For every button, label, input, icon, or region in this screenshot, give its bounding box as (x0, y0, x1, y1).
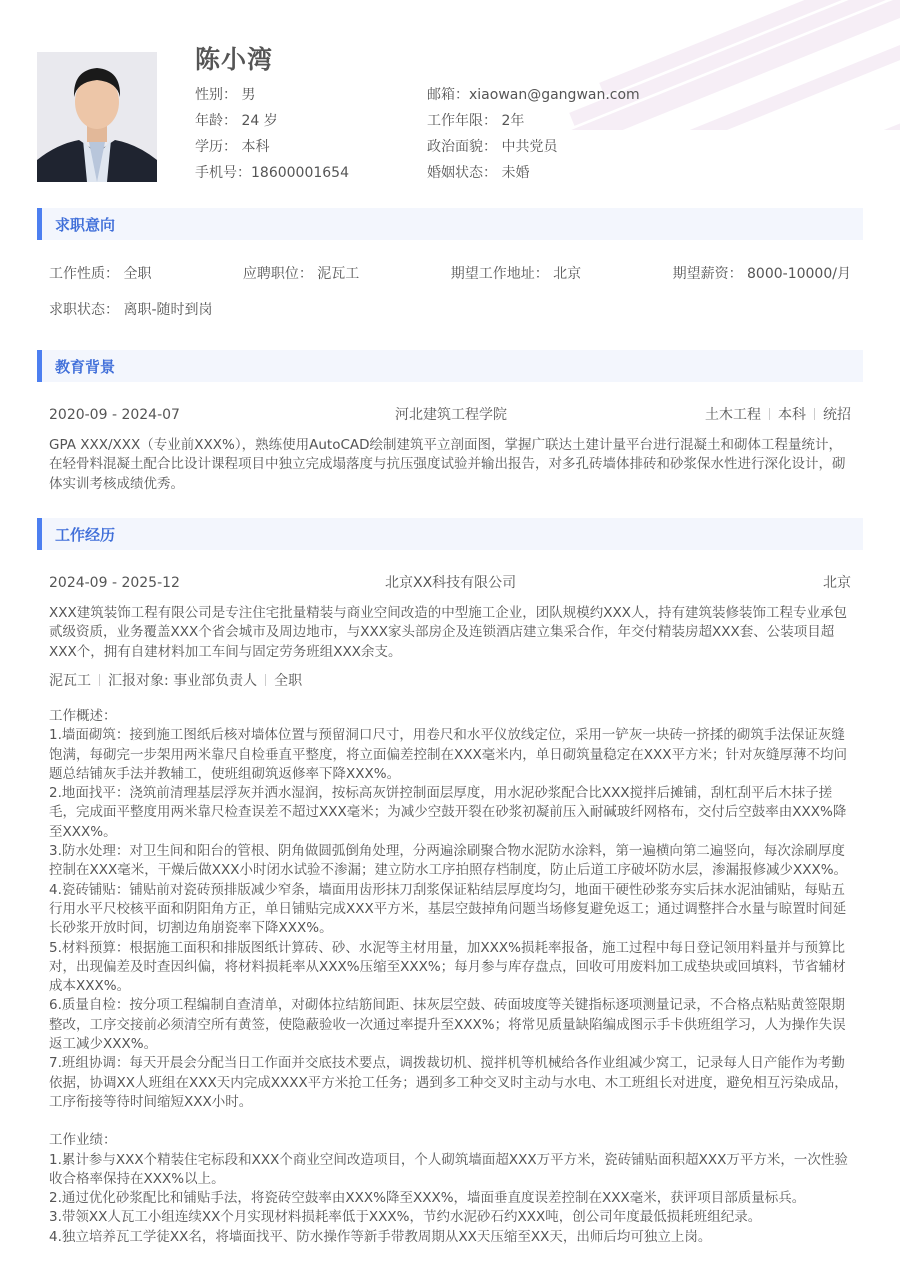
overview-item: 6.质量自检：按分项工程编制自查清单，对砌体拉结筋间距、抹灰层空鼓、砖面坡度等关键指标逐项测量记录，不合格点粘贴黄签限期整改，工序交接前必须清空所有黄签，使隐蔽验收一次通过率提升至XXX%；将常见质量缺陷编成图示手卡供班组学习，人为操作失误返工减少XXX%。 (49, 997, 846, 1053)
info-row (195, 163, 855, 189)
section-education (37, 350, 863, 382)
work-period: 2024-09 - 2025-12 (49, 575, 180, 591)
work-tag: 汇报对象: 事业部负责人 (91, 673, 257, 689)
info-gender: 性别： 男 (195, 87, 256, 103)
work-tag: 泥瓦工 (49, 673, 91, 689)
info-age: 年龄： 24 岁 (195, 113, 278, 129)
work-overview (49, 707, 851, 1247)
section-accent-bar (37, 518, 42, 550)
section-work-experience (37, 518, 863, 550)
overview-item: 2.地面找平：浇筑前清理基层浮灰并洒水湿润，按标高灰饼控制面层厚度，用水泥砂浆配合比XXX搅拌后摊铺，刮杠刮平后木抹子搓毛，完成面平整度用两米靠尺检查误差不超过XXX毫米；为减少空鼓开裂在砂浆初凝前压入耐碱玻纤网格布，交付后空鼓率由XXX%降至XXX%。 (49, 785, 847, 840)
profile-header (37, 40, 863, 185)
work-company: 北京XX科技有限公司 (385, 575, 517, 591)
achievement-item: 2.通过优化砂浆配比和铺贴手法，将瓷砖空鼓率由XXX%降至XXX%，墙面垂直度误差控制在XXX毫米，获评项目部质量标兵。 (49, 1190, 806, 1207)
section-accent-bar (37, 350, 42, 382)
intent-salary: 期望薪资： 8000-10000/月 (672, 266, 851, 282)
achievements-title: 工作业绩： (49, 1132, 117, 1149)
education-tag: 统招 (806, 407, 851, 423)
info-row (195, 85, 855, 111)
info-row (195, 111, 855, 137)
intent-location: 期望工作地址： 北京 (450, 266, 582, 282)
overview-item: 4.瓷砖铺贴：铺贴前对瓷砖预排版减少窄条，墙面用齿形抹刀刮浆保证粘结层厚度均匀，地面干硬性砂浆夯实后抹水泥油铺贴，每贴五行用水平尺校核平面和阴阳角方正，单日铺贴完成XXX平方米，基层空鼓掉角问题当场修复避免返工；通过调整拌合水量与晾置时间延长砂浆开放时间，切割边角崩瓷率下降XXX%。 (49, 881, 847, 937)
info-work-years: 工作年限： 2年 (427, 113, 525, 129)
info-political: 政治面貌： 中共党员 (427, 139, 558, 155)
work-tag: 全职 (257, 673, 302, 689)
info-email: 邮箱：xiaowan@gangwan.com (427, 87, 640, 103)
overview-item: 7.班组协调：每天开晨会分配当日工作面并交底技术要点，调拨裁切机、搅拌机等机械给各作业组减少窝工，记录每人日产能作为考勤依据，协调XX人班组在XXX天内完成XXXX平方米抢工任务；遇到多工种交叉时主动与水电、木工班组长对进度，避免相互污染成品，工序衔接等待时间缩短XXX小时。 (49, 1055, 848, 1110)
achievement-item: 3.带领XX人瓦工小组连续XX个月实现材料损耗率低于XXX%，节约水泥砂石约XXX吨，创公司年度最低损耗班组纪录。 (49, 1209, 762, 1226)
education-school: 河北建筑工程学院 (395, 407, 507, 423)
info-row (195, 137, 855, 163)
overview-title: 工作概述： (49, 708, 117, 724)
work-city: 北京 (823, 575, 851, 591)
basic-info (195, 85, 855, 189)
education-tag: 本科 (761, 407, 806, 423)
spacer (49, 1112, 851, 1131)
intent-position: 应聘职位： 泥瓦工 (242, 266, 360, 282)
education-tags (705, 405, 851, 425)
info-marital: 婚姻状态： 未婚 (427, 165, 530, 181)
intent-job-type: 工作性质： 全职 (49, 266, 152, 282)
info-education: 学历： 本科 (195, 139, 270, 155)
candidate-name: 陈小湾 (195, 45, 274, 74)
intent-row (49, 264, 851, 284)
achievement-item: 1.累计参与XXX个精装住宅标段和XXX个商业空间改造项目，个人砌筑墙面超XXX万平方米，瓷砖铺贴面积超XXX万平方米，一次性验收合格率保持在XXX%以上。 (49, 1151, 848, 1187)
achievement-item: 4.独立培养瓦工学徒XX名，将墙面找平、防水操作等新手带教周期从XX天压缩至XX天，出师后均可独立上岗。 (49, 1228, 712, 1245)
section-title: 工作经历 (55, 526, 116, 544)
info-phone: 手机号：18600001654 (195, 165, 349, 181)
avatar (37, 52, 157, 182)
work-tags (49, 671, 851, 691)
work-company-description: XXX建筑装饰工程有限公司是专注住宅批量精装与商业空间改造的中型施工企业，团队规模约XXX人，持有建筑装修装饰工程专业承包贰级资质，业务覆盖XXX个省会城市及周边地市，与XXX家头部房企及连锁酒店建立集采合作，年交付精装房超XXX套、公装项目超XXX个，拥有自建材料加工车间与固定劳务班组XXX余支。 (49, 605, 847, 660)
intent-status: 求职状态： 离职-随时到岗 (49, 302, 213, 318)
education-period: 2020-09 - 2024-07 (49, 407, 180, 423)
section-title: 求职意向 (55, 216, 116, 234)
education-tag: 土木工程 (705, 407, 761, 423)
overview-item: 5.材料预算：根据施工面积和排版图纸计算砖、砂、水泥等主材用量，加XXX%损耗率报备，施工过程中每日登记领用料量并与预算比对，出现偏差及时查因纠偏，将材料损耗率从XXX%压缩至XXX%；每月参与库存盘点，回收可用废料加工成垫块或回填料，节省辅材成本XXX%。 (49, 939, 846, 995)
section-job-intent (37, 208, 863, 240)
section-title: 教育背景 (55, 358, 116, 376)
education-description: GPA XXX/XXX（专业前XXX%），熟练使用AutoCAD绘制建筑平立剖面图，掌握广联达土建计量平台进行混凝土和砌体工程量统计，在轻骨料混凝土配合比设计课程项目中独立完成塌落度与抗压强度试验并输出报告，对多孔砖墙体排砖和砂浆保水性进行深化设计，砌体实训考核成绩优秀。 (49, 437, 846, 492)
section-accent-bar (37, 208, 42, 240)
overview-item: 1.墙面砌筑：接到施工图纸后核对墙体位置与预留洞口尺寸，用卷尺和水平仪放线定位，采用一铲灰一块砖一挤揉的砌筑手法保证灰缝饱满，每砌完一步架用两米靠尺自检垂直平整度，将立面偏差控制在XXX毫米内，单日砌筑量稳定在XXX平方米；针对灰缝厚薄不均问题总结铺灰手法并教辅工，使班组砌筑返修率下降XXX%。 (49, 727, 847, 782)
overview-item: 3.防水处理：对卫生间和阳台的管根、阴角做圆弧倒角处理，分两遍涂刷聚合物水泥防水涂料，第一遍横向第二遍竖向，每次涂刷厚度控制在XXX毫米，干燥后做XXX小时闭水试验不渗漏；建立防水工序拍照存档制度，防止后道工序破坏防水层，渗漏报修减少XXX%。 (49, 843, 848, 879)
